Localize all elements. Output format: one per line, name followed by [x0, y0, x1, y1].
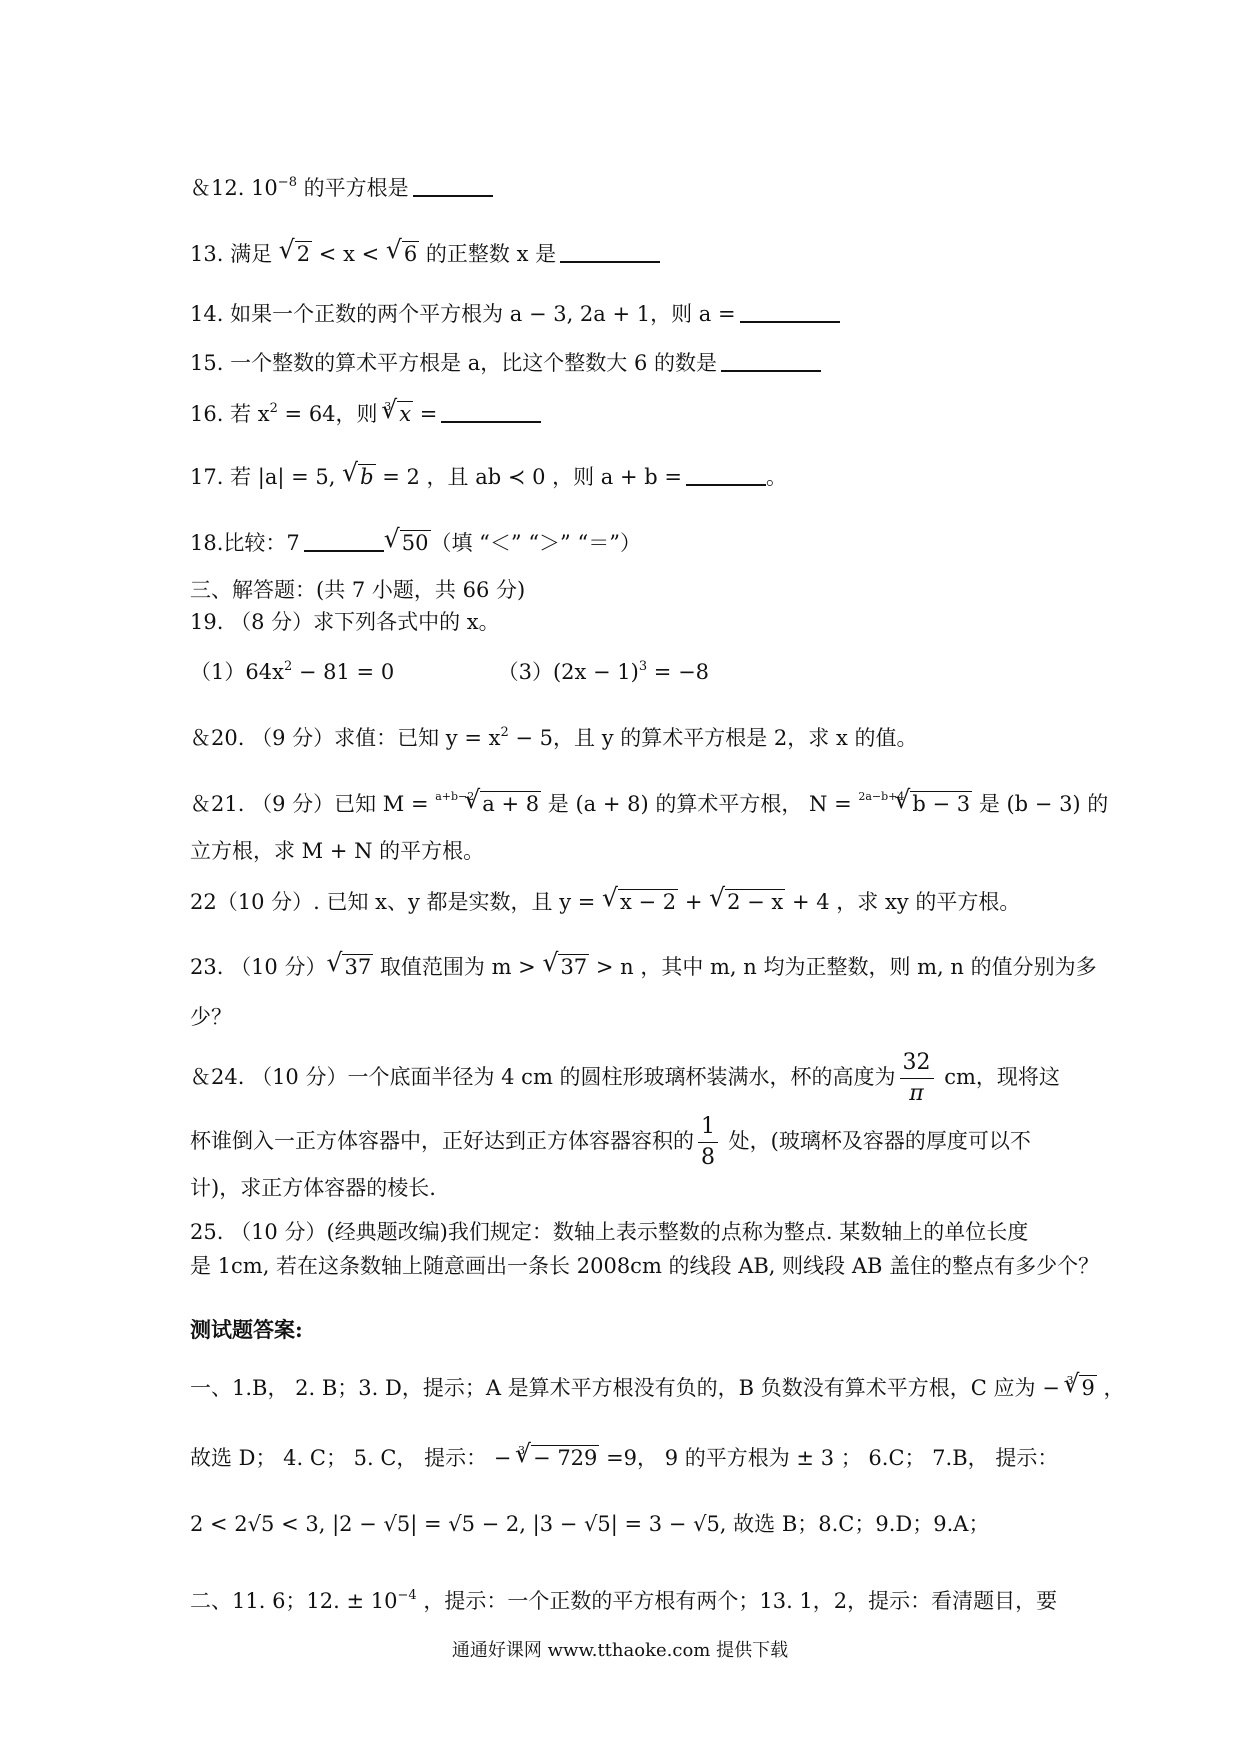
- question-12: ＆12. $10^{-8}$ 的平方根是: [190, 172, 1060, 204]
- question-19: 19. （8 分）求下列各式中的 x。: [190, 610, 500, 634]
- question-23: 23. （10 分）√ 37 取值范围为 m > √ 37 > n ，其中 m, n 均为正整数，则 m, n 的值分别为多: [190, 951, 1060, 983]
- question-16: 16. 若 $x^2 = 64$，则 $^3$√ x =: [190, 398, 1060, 434]
- question-23-cont: 少？: [190, 1005, 232, 1029]
- answer-blank: [721, 350, 821, 372]
- section-3-title: 三、解答题：(共 7 小题，共 66 分): [190, 578, 526, 602]
- question-15: 15. 一个整数的算术平方根是 a，比这个整数大 6 的数是: [190, 347, 1060, 379]
- question-24: ＆24. （10 分）一个底面半径为 4 cm 的圆柱形玻璃杯装满水，杯的高度为 $\frac{32}{\pi}$ cm，现将这: [190, 1050, 1060, 1106]
- question-22: 22（10 分）. 已知 x、y 都是实数，且 y = √ x − 2 + √ 2 − x + 4 ，求 xy 的平方根。: [190, 886, 1060, 918]
- question-24-cont-2: 计)，求正方体容器的棱长.: [190, 1176, 436, 1200]
- question-21: ＆21. （9 分）已知 M = $^{a+b-2}$√ a + 8 是 (a + 8) 的算术平方根， N = $^{2a-b+4}$√ b − 3 是 (b − 3) 的: [190, 788, 1060, 824]
- answer-blank: [304, 530, 384, 552]
- question-19-parts: $(1)64x^2 - 81 = 0$ $(3)(2x - 1)^3 = -8$: [190, 659, 710, 684]
- question-20: ＆20. （9 分）求值：已知 $y = x^2 - 5$，且 y 的算术平方根是 2，求 x 的值。: [190, 725, 918, 750]
- question-25: 25. （10 分）(经典题改编)我们规定：数轴上表示整数的点称为整点. 某数轴上的单位长度: [190, 1220, 1029, 1244]
- answer-blank: [686, 464, 766, 486]
- answer-line-2: 故选 D； 4. C； 5. C， 提示： − $^3$√ − 729 =9， 9 的平方根为 ± 3 ； 6.C； 7.B， 提示：: [190, 1442, 1060, 1478]
- answer-blank: [441, 401, 541, 423]
- page-footer: 通通好课网 www.tthaoke.com 提供下载: [451, 1640, 789, 1661]
- answer-line-1: 一、1.B， 2. B；3. D，提示；A 是算术平方根没有负的，B 负数没有算术平方根，C 应为 − $^3$√ 9 ，: [190, 1372, 1060, 1408]
- answer-line-3: 2 < 2√5 < 3, |2 − √5| = √5 − 2, |3 − √5| = 3 − √5, 故选 B；8.C；9.D；9.A；: [190, 1512, 990, 1536]
- answers-heading: 测试题答案:: [190, 1317, 303, 1342]
- answer-line-4: 二、11. 6；12. ± $10^{-4}$ ，提示：一个正数的平方根有两个；13. 1，2，提示：看清题目，要: [190, 1588, 1058, 1613]
- answer-blank: [560, 241, 660, 263]
- question-17: 17. 若 |a| = 5, √ b = 2 ，且 ab ≺ 0 ，则 a + b = 。: [190, 461, 1060, 493]
- question-13: 13. 满足 √ 2 < x < √ 6 的正整数 x 是: [190, 238, 1060, 270]
- question-25-cont: 是 1cm, 若在这条数轴上随意画出一条长 2008cm 的线段 AB, 则线段 AB 盖住的整点有多少个？: [190, 1254, 1100, 1278]
- question-21-cont: 立方根，求 M + N 的平方根。: [190, 839, 485, 863]
- question-14: 14. 如果一个正数的两个平方根为 a − 3, 2a + 1，则 a =: [190, 298, 1060, 330]
- answer-blank: [413, 175, 493, 197]
- question-24-cont: 杯谁倒入一正方体容器中，正好达到正方体容器容积的 $\frac{1}{8}$ 处，(玻璃杯及容器的厚度可以不: [190, 1114, 1031, 1170]
- question-18: 18.比较：7√ 50（填 “＜” “＞” “＝”）: [190, 527, 1060, 559]
- answer-blank: [740, 301, 840, 323]
